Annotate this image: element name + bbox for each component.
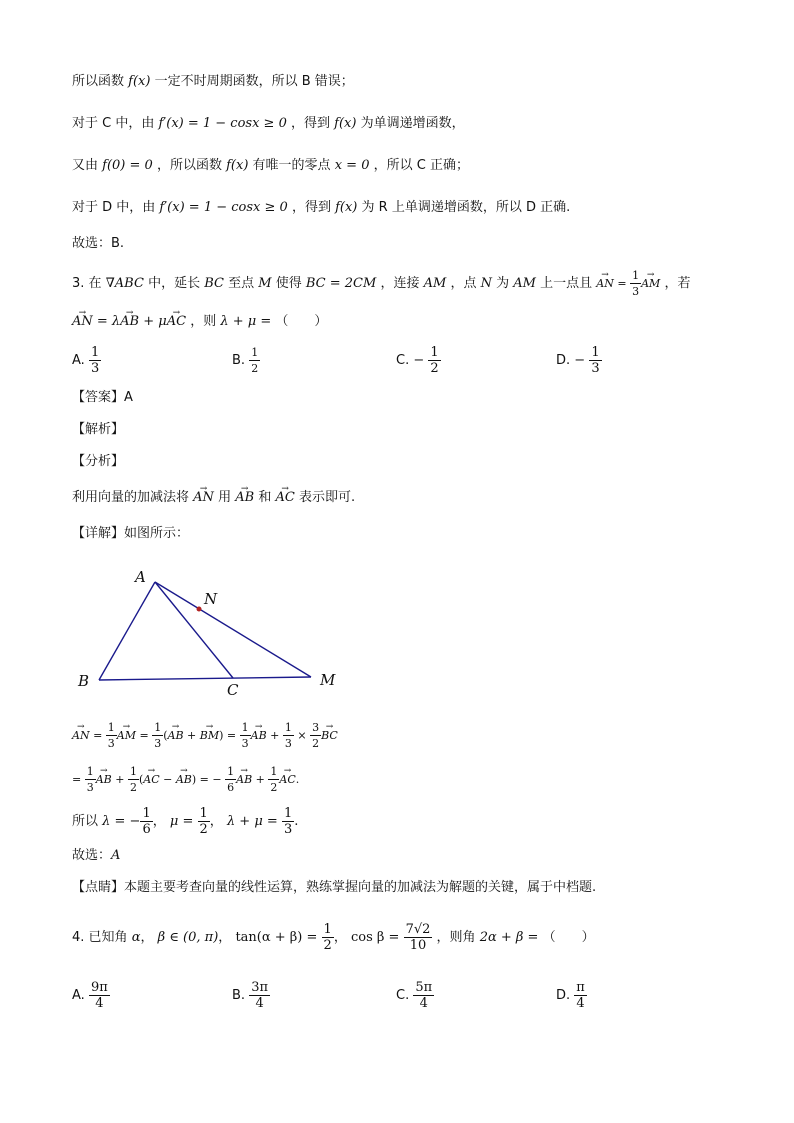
text-line-4	[72, 198, 570, 218]
fraction	[310, 720, 321, 751]
fraction	[282, 806, 294, 837]
vector-ab: → AB	[251, 726, 267, 746]
fraction	[225, 764, 236, 795]
text: ，点	[450, 276, 477, 291]
math: +	[183, 729, 200, 742]
text: 本题主要考查向量的线性运算，熟练掌握向量的加减法为解题的关键，属于中档题.	[124, 880, 597, 895]
math: f(x)	[128, 74, 151, 89]
text: 对于 C 中，由	[72, 116, 155, 131]
q3-analysis-tag: 【解析】	[72, 422, 125, 437]
math: f(0) = 0	[102, 158, 153, 173]
vector-ab: → AB	[235, 488, 254, 508]
answer-value: A	[124, 390, 133, 405]
vector-an: → AN	[596, 274, 614, 294]
denominator: 2	[270, 781, 278, 794]
denominator: 3	[90, 361, 100, 376]
math: .	[294, 814, 299, 829]
fraction	[283, 720, 294, 751]
fraction	[413, 980, 434, 1011]
segment-am	[155, 582, 311, 677]
denominator: 2	[430, 361, 439, 376]
label-c: C	[227, 681, 239, 699]
text: 已知角	[88, 930, 128, 945]
text: 和	[258, 490, 272, 505]
math: .	[295, 773, 300, 786]
math: =	[72, 773, 85, 786]
text: ，则角	[436, 930, 476, 945]
vector-bm: → BM	[200, 726, 219, 746]
text: 用	[218, 490, 232, 505]
q4-option-b	[232, 980, 270, 1011]
denominator: 6	[142, 822, 151, 837]
text: 表示即可.	[298, 490, 356, 505]
numerator: 1	[86, 765, 94, 778]
vector-ac: → AC	[143, 770, 159, 790]
math: = λ	[92, 314, 121, 329]
denominator: 3	[283, 822, 293, 837]
numerator: 1	[90, 345, 100, 360]
segment-bm	[99, 677, 311, 680]
text: ，	[209, 814, 223, 829]
math: (	[138, 773, 144, 786]
fraction	[240, 720, 251, 751]
vector-bc: → BC	[321, 726, 338, 746]
text: 为 R 上单调递增函数，所以 D 正确.	[361, 200, 571, 215]
text: ，所以函数	[156, 158, 222, 173]
math: f(x)	[335, 200, 358, 215]
math: + μ	[139, 314, 167, 329]
math: )	[191, 773, 197, 786]
math: BC	[204, 276, 224, 291]
text: ，得到	[291, 200, 331, 215]
numerator: 1	[323, 922, 332, 937]
vector-ab: → AB	[168, 726, 184, 746]
text: 为单调递增函数，	[360, 116, 465, 131]
text: 一定不时周期函数，所以 B 错误；	[154, 74, 354, 89]
numerator: 7√2	[405, 922, 431, 937]
vector-an: → AN	[72, 726, 90, 746]
denominator: 3	[154, 737, 162, 750]
fraction	[106, 720, 117, 751]
text: ，	[152, 814, 166, 829]
denominator: 4	[95, 996, 104, 1011]
vector-am: → AM	[117, 726, 136, 746]
q3-number: 3.	[72, 276, 85, 291]
math: +	[111, 773, 128, 786]
text: 使得	[275, 276, 302, 291]
fraction	[152, 720, 163, 751]
math: ×	[293, 729, 311, 742]
math: λ = −	[102, 814, 141, 829]
detail-tag: 【详解】	[72, 526, 125, 541]
denominator: 2	[251, 362, 259, 375]
math: A	[111, 848, 121, 863]
math: =	[89, 729, 106, 742]
text: ，所以 C 正确；	[373, 158, 469, 173]
math: f(x)	[334, 116, 357, 131]
math: (	[163, 729, 168, 742]
fraction	[322, 922, 334, 953]
math: +	[266, 729, 283, 742]
numerator: 1	[227, 765, 235, 778]
text-line-3	[72, 156, 469, 176]
vector-ab: → AB	[120, 312, 139, 332]
option-label: A.	[72, 988, 85, 1003]
text: 上一点且	[540, 276, 593, 291]
fraction	[85, 764, 96, 795]
denominator: 2	[323, 938, 332, 953]
text: （ ）	[542, 930, 595, 945]
option-label: C.	[396, 353, 410, 368]
numerator: 1	[283, 806, 293, 821]
label-b: B	[78, 672, 90, 690]
q4-option-c	[396, 980, 434, 1011]
fraction	[140, 806, 152, 837]
numerator: 3	[312, 721, 320, 734]
fraction	[574, 980, 587, 1011]
math: 2α + β =	[479, 930, 539, 945]
segment-ac	[155, 582, 233, 678]
denominator: 2	[129, 781, 137, 794]
vector-ab: → AB	[176, 770, 192, 790]
q3-fenxi-text	[72, 488, 355, 508]
denominator: 4	[576, 996, 585, 1011]
label-a: A	[135, 568, 146, 586]
numerator: 9π	[90, 980, 108, 995]
denominator: 3	[241, 737, 249, 750]
point-tag: 【点睛】	[72, 880, 125, 895]
q3-fenxi-tag: 【分析】	[72, 454, 125, 469]
math: +	[252, 773, 269, 786]
numerator: 1	[251, 346, 259, 359]
q3-detail	[72, 524, 189, 544]
q3-answer	[72, 388, 133, 408]
q3-option-a	[72, 345, 101, 376]
math: f′(x) = 1 − cosx ≥ 0	[159, 200, 288, 215]
fraction	[89, 345, 101, 376]
denominator: 3	[107, 737, 115, 750]
math: λ + μ =	[226, 814, 282, 829]
text: 对于 D 中，由	[72, 200, 156, 215]
math: =	[613, 277, 631, 290]
math: cos β =	[350, 930, 404, 945]
text: ，	[333, 930, 347, 945]
math: α	[131, 930, 141, 945]
numerator: 1	[107, 721, 115, 734]
denominator: 2	[199, 822, 208, 837]
option-label: C.	[396, 988, 410, 1003]
answer-tag: 【答案】	[72, 390, 125, 405]
option-label: D.	[556, 988, 571, 1003]
numerator: 1	[632, 269, 640, 282]
vector-ac: → AC	[275, 488, 294, 508]
numerator: 1	[270, 765, 278, 778]
numerator: 1	[591, 345, 600, 360]
fraction	[89, 980, 110, 1011]
segment-ab	[99, 582, 155, 680]
text: 如图所示：	[124, 526, 190, 541]
text-line-5: 故选：B.	[72, 236, 125, 251]
text: ，	[218, 930, 232, 945]
text: 有唯一的零点	[252, 158, 331, 173]
q3-stem-line-2	[72, 312, 327, 332]
math: =	[136, 729, 153, 742]
triangle-figure	[70, 560, 350, 700]
math: =	[223, 729, 240, 742]
vector-am: → AM	[641, 274, 660, 294]
vector-ac: → AC	[279, 770, 295, 790]
vector-ab: → AB	[96, 770, 112, 790]
denominator: 6	[227, 781, 235, 794]
numerator: 1	[241, 721, 249, 734]
vector-ac: → AC	[167, 312, 186, 332]
text: 利用向量的加减法将	[72, 490, 190, 505]
label-n: N	[204, 590, 218, 608]
denominator: 3	[591, 361, 600, 376]
math: N	[480, 276, 492, 291]
fraction	[268, 764, 279, 795]
math: −	[159, 773, 176, 786]
text-line-1	[72, 72, 354, 92]
math: AM	[423, 276, 447, 291]
q3-option-d	[556, 345, 602, 376]
fraction	[589, 345, 601, 376]
text: 所以函数	[72, 74, 125, 89]
text: 中，延长	[148, 276, 201, 291]
option-label: D.	[556, 353, 571, 368]
vector-an: → AN	[72, 312, 93, 332]
q3-solution-line-3	[72, 806, 298, 837]
math: )	[219, 729, 224, 742]
option-sign: −	[574, 353, 586, 368]
math: β ∈ (0, π)	[157, 930, 219, 945]
numerator: 1	[129, 765, 137, 778]
math: f(x)	[226, 158, 249, 173]
q4-stem	[72, 922, 595, 953]
math: f′(x) = 1 − cosx ≥ 0	[158, 116, 287, 131]
denominator: 3	[632, 285, 640, 298]
denominator: 3	[86, 781, 94, 794]
fraction	[249, 980, 270, 1011]
q4-option-d	[556, 980, 587, 1011]
denominator: 4	[255, 996, 264, 1011]
numerator: π	[576, 980, 585, 995]
text: ，若	[664, 276, 691, 291]
math: BC = 2CM	[305, 276, 377, 291]
vector-an: → AN	[193, 488, 214, 508]
text: 所以	[72, 814, 99, 829]
option-label: B.	[232, 988, 246, 1003]
text: ，	[140, 930, 154, 945]
point-n	[197, 607, 202, 612]
denominator: 2	[312, 737, 320, 750]
math: AM	[513, 276, 536, 291]
q3-stem-line-1	[72, 268, 690, 299]
numerator: 1	[284, 721, 292, 734]
math: ∇ABC	[105, 276, 144, 291]
numerator: 1	[142, 806, 151, 821]
vector-ab: → AB	[236, 770, 252, 790]
denominator: 3	[284, 737, 292, 750]
math: λ + μ =	[220, 314, 272, 329]
q3-option-b	[232, 345, 260, 376]
q4-option-a	[72, 980, 110, 1011]
text: ，连接	[380, 276, 420, 291]
q3-choose	[72, 846, 120, 866]
text-line-2	[72, 114, 465, 134]
denominator: 4	[419, 996, 428, 1011]
numerator: 1	[430, 345, 439, 360]
text: 至点	[228, 276, 255, 291]
text: 故选：	[72, 848, 112, 863]
q3-point	[72, 878, 596, 898]
text: ，得到	[291, 116, 331, 131]
numerator: 5π	[415, 980, 433, 995]
option-label: B.	[232, 353, 246, 368]
math: x = 0	[334, 158, 370, 173]
label-m: M	[320, 671, 336, 689]
numerator: 3π	[251, 980, 269, 995]
text: （ ）	[275, 314, 328, 329]
text: 为	[496, 276, 510, 291]
fraction	[630, 268, 641, 299]
fraction	[198, 806, 210, 837]
math: μ =	[169, 814, 198, 829]
numerator: 1	[199, 806, 208, 821]
math: tan(α + β) =	[235, 930, 322, 945]
fraction	[428, 345, 440, 376]
denominator: 10	[409, 938, 427, 953]
numerator: 1	[154, 721, 162, 734]
text: ，则	[190, 314, 217, 329]
option-label: A.	[72, 353, 85, 368]
q3-option-c	[396, 345, 441, 376]
fraction	[249, 345, 260, 376]
math: M	[258, 276, 272, 291]
fraction	[404, 922, 433, 953]
math: = −	[196, 773, 226, 786]
fraction	[128, 764, 139, 795]
option-sign: −	[413, 353, 425, 368]
text: 在	[88, 276, 102, 291]
q4-number: 4.	[72, 930, 85, 945]
q3-solution-line-2	[72, 764, 299, 795]
text: 又由	[72, 158, 99, 173]
q3-solution-line-1	[72, 720, 338, 751]
